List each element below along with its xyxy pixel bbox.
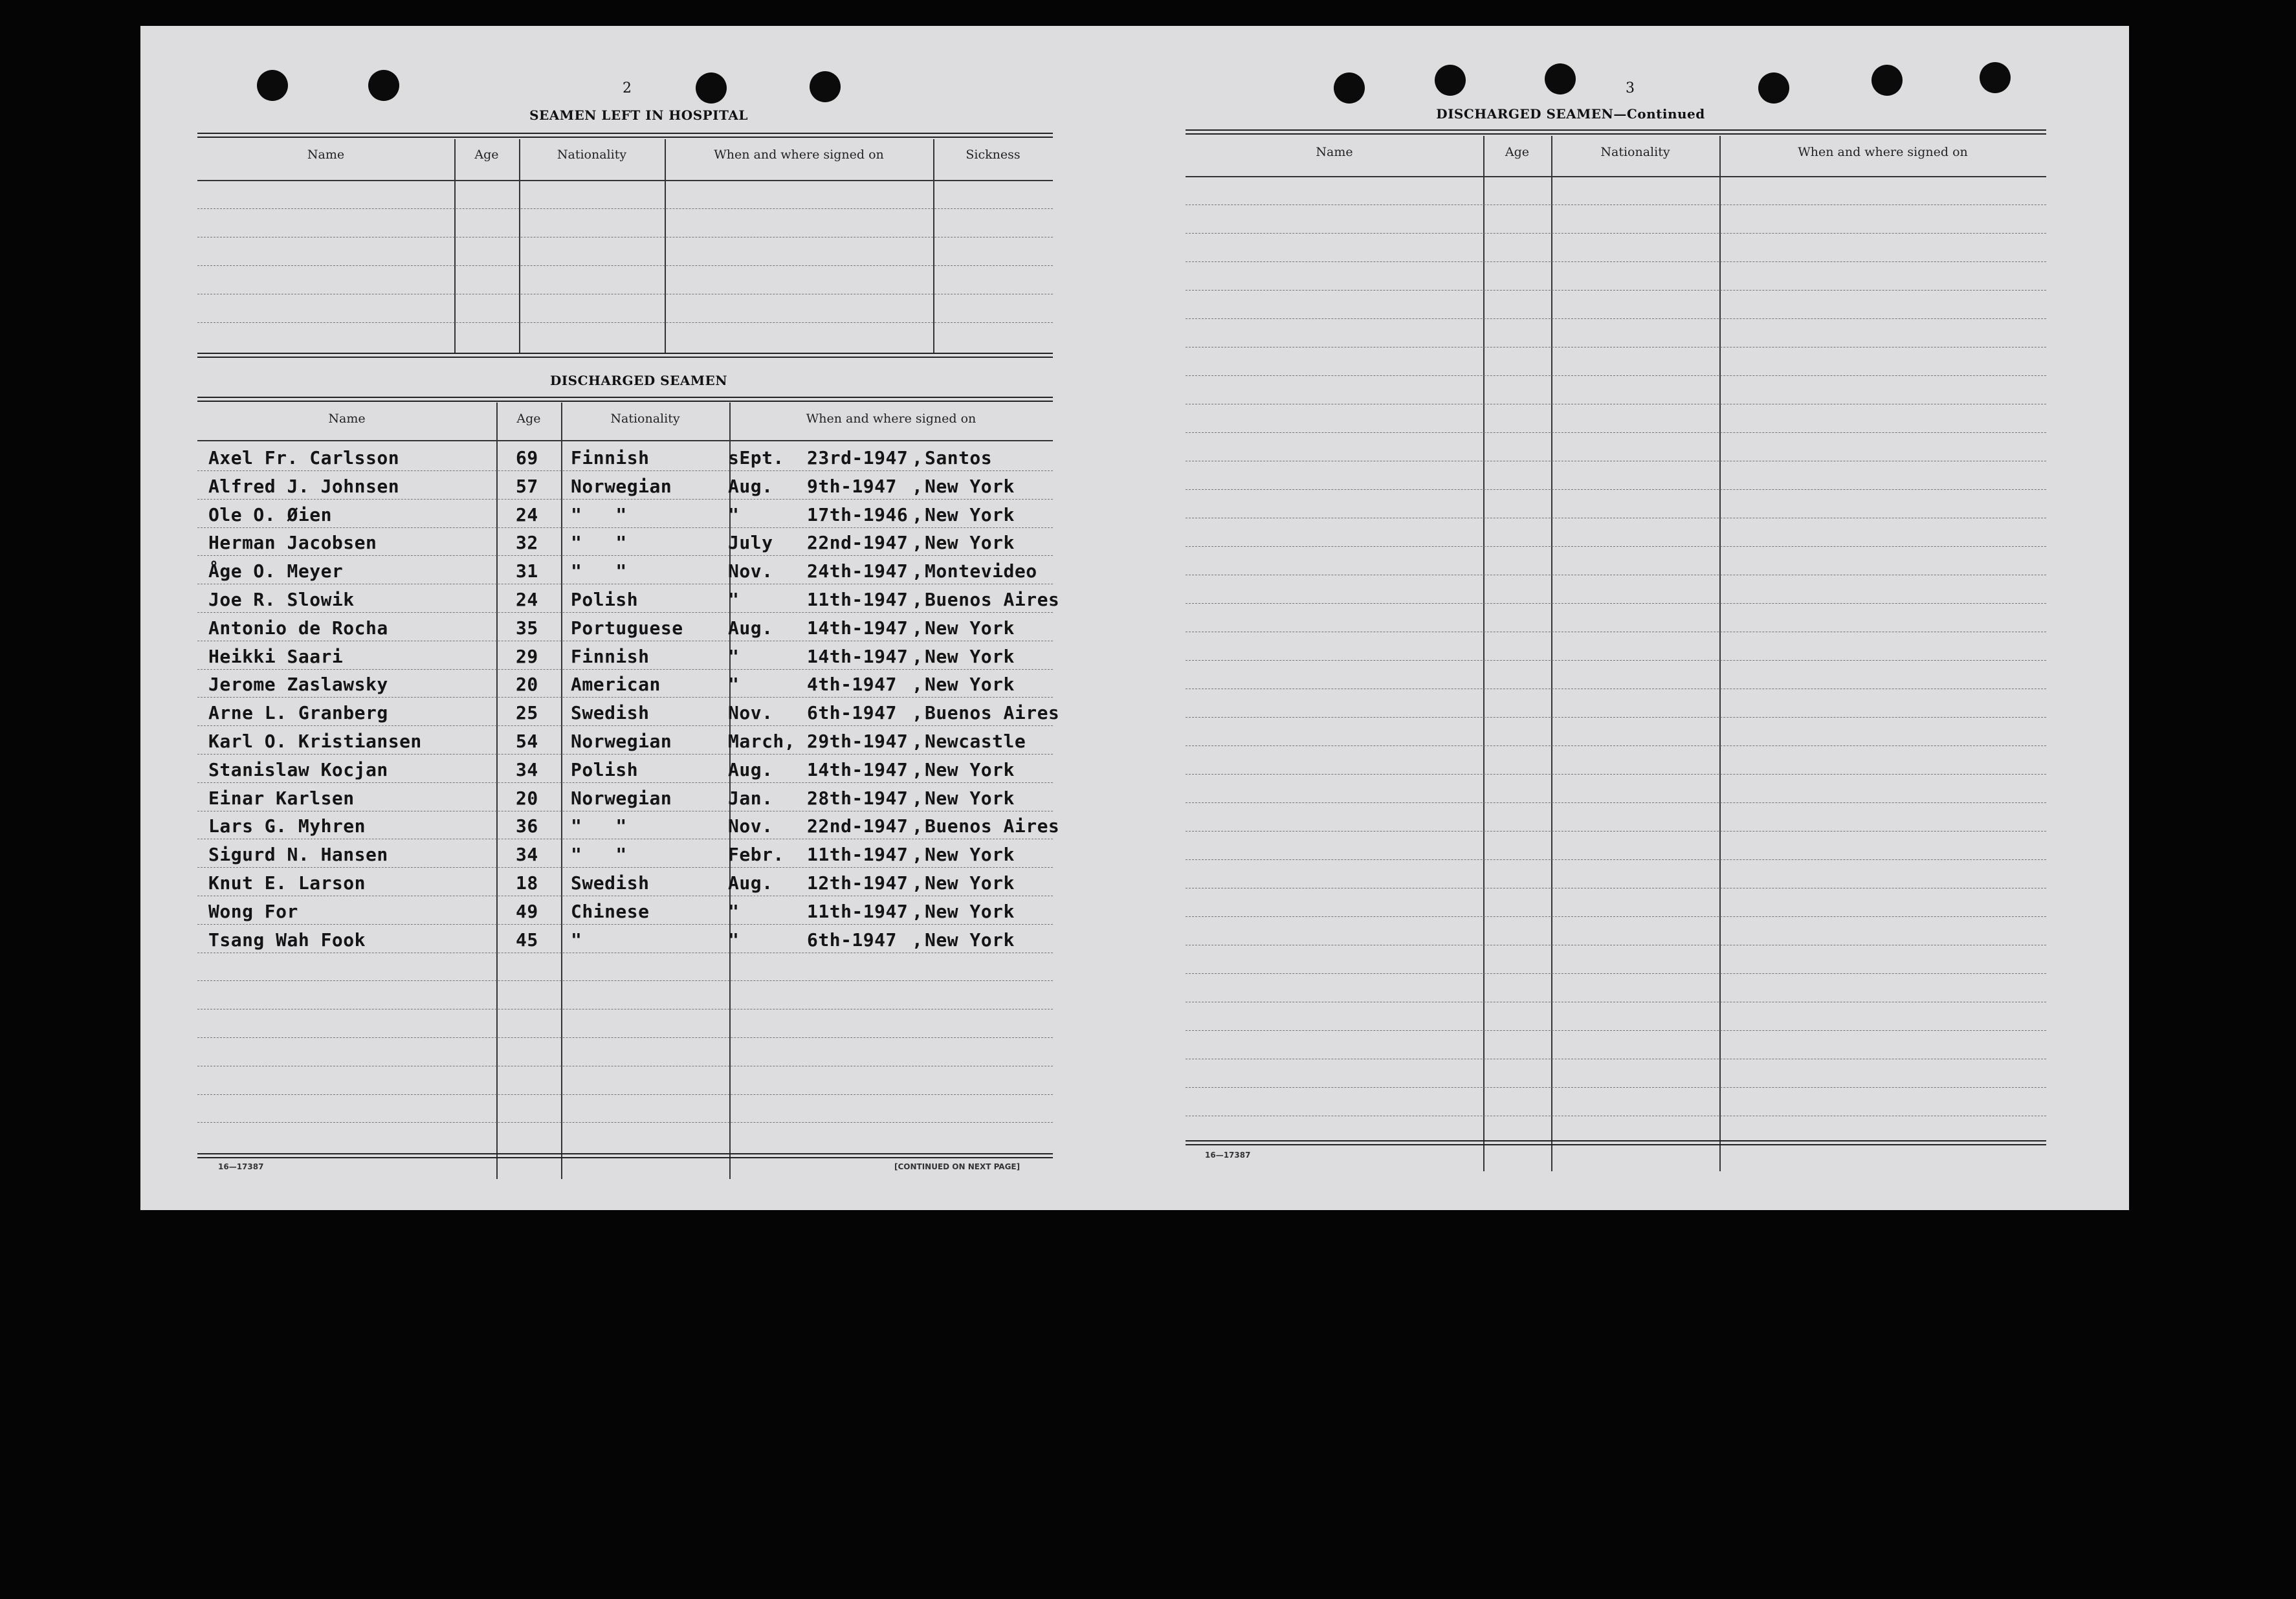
separator: , (912, 447, 923, 469)
separator: , (912, 815, 923, 837)
ruled-line (197, 1122, 1053, 1123)
signed-on-date: 29th-1947 (807, 731, 909, 752)
signed-on-date: 14th-1947 (807, 645, 909, 667)
signed-on-month: " (728, 900, 740, 922)
hospital-col-signed-on: When and where signed on (714, 148, 884, 162)
rule (496, 403, 498, 1179)
signed-on-month: Jan. (728, 787, 773, 809)
seaman-nationality: Norwegian (571, 787, 672, 809)
rule (1719, 136, 1721, 1171)
seaman-nationality: American (571, 674, 661, 696)
separator: , (912, 758, 923, 780)
seaman-name: Jerome Zaslawsky (208, 674, 388, 696)
continued-note: [CONTINUED ON NEXT PAGE] (894, 1162, 1021, 1171)
ruled-line (197, 499, 1053, 500)
ruled-line (1186, 204, 2046, 205)
signed-on-month: " (728, 674, 740, 696)
ruled-line (197, 867, 1053, 868)
signed-on-place: New York (925, 475, 1015, 497)
rule (197, 440, 1053, 441)
hospital-col-age: Age (474, 148, 499, 162)
ruled-line (1186, 290, 2046, 291)
seaman-name: Herman Jacobsen (208, 532, 377, 554)
seaman-age: 20 (516, 787, 538, 809)
separator: , (912, 645, 923, 667)
seaman-age: 36 (516, 815, 538, 837)
ruled-line (1186, 660, 2046, 661)
seaman-nationality: Norwegian (571, 731, 672, 752)
signed-on-month: " (728, 929, 740, 951)
signed-on-place: New York (925, 872, 1015, 894)
seaman-age: 24 (516, 503, 538, 525)
signed-on-place: New York (925, 844, 1015, 866)
rule (1483, 136, 1485, 1171)
ruled-line (1186, 546, 2046, 547)
seaman-age: 31 (516, 560, 538, 582)
page-number-right: 3 (1626, 80, 1635, 96)
seaman-age: 54 (516, 731, 538, 752)
seaman-name: Sigurd N. Hansen (208, 844, 388, 866)
ruled-line (1186, 1030, 2046, 1031)
document-sheet (140, 26, 2129, 1210)
signed-on-place: Montevideo (925, 560, 1037, 582)
separator: , (912, 674, 923, 696)
rule (1186, 129, 2046, 135)
ruled-line (197, 208, 1053, 209)
rule (1186, 1140, 2046, 1145)
seaman-name: Heikki Saari (208, 645, 344, 667)
separator: , (912, 787, 923, 809)
signed-on-date: 17th-1946 (807, 503, 909, 525)
seaman-age: 45 (516, 929, 538, 951)
signed-on-date: 23rd-1947 (807, 447, 909, 469)
signed-on-date: 11th-1947 (807, 844, 909, 866)
seaman-name: Antonio de Rocha (208, 617, 388, 639)
ruled-line (197, 754, 1053, 755)
ruled-line (1186, 432, 2046, 433)
discharged-col-signed-on: When and where signed on (806, 412, 977, 426)
ruled-line (197, 924, 1053, 925)
ruled-line (197, 1037, 1053, 1038)
discharged-col-name: Name (328, 412, 366, 426)
ruled-line (197, 612, 1053, 613)
seaman-age: 24 (516, 589, 538, 610)
seaman-name: Stanislaw Kocjan (208, 758, 388, 780)
ruled-line (1186, 831, 2046, 832)
signed-on-month: Aug. (728, 617, 773, 639)
rule (561, 403, 562, 1179)
ruled-line (197, 265, 1053, 266)
signed-on-place: New York (925, 787, 1015, 809)
seaman-age: 57 (516, 475, 538, 497)
seaman-age: 34 (516, 758, 538, 780)
seaman-name: Wong For (208, 900, 298, 922)
ruled-line (1186, 1087, 2046, 1088)
seaman-nationality: " " (571, 844, 627, 866)
rule (665, 139, 666, 353)
punch-hole (1980, 62, 2011, 93)
separator: , (912, 589, 923, 610)
ruled-line (1186, 745, 2046, 746)
seaman-age: 32 (516, 532, 538, 554)
seaman-age: 35 (516, 617, 538, 639)
seaman-age: 18 (516, 872, 538, 894)
ruled-line (1186, 489, 2046, 490)
rule (1551, 136, 1552, 1171)
seaman-age: 34 (516, 844, 538, 866)
ruled-line (1186, 802, 2046, 803)
ruled-line (197, 697, 1053, 698)
signed-on-place: New York (925, 617, 1015, 639)
hospital-col-nationality: Nationality (557, 148, 627, 162)
signed-on-month: sEpt. (728, 447, 784, 469)
rule (454, 139, 456, 353)
hospital-col-sickness: Sickness (966, 148, 1021, 162)
ruled-line (1186, 233, 2046, 234)
signed-on-date: 11th-1947 (807, 900, 909, 922)
right-col-signed-on: When and where signed on (1798, 145, 1968, 159)
punch-hole (368, 70, 399, 101)
seaman-name: Karl O. Kristiansen (208, 731, 422, 752)
seaman-name: Åge O. Meyer (208, 560, 344, 582)
ruled-line (197, 555, 1053, 556)
rule (519, 139, 520, 353)
signed-on-place: Buenos Aires (925, 589, 1060, 610)
separator: , (912, 872, 923, 894)
hospital-col-name: Name (307, 148, 345, 162)
right-col-nationality: Nationality (1600, 145, 1670, 159)
signed-on-date: 4th-1947 (807, 674, 897, 696)
signed-on-place: New York (925, 929, 1015, 951)
discharged-col-nationality: Nationality (610, 412, 680, 426)
ruled-line (197, 725, 1053, 726)
signed-on-month: Aug. (728, 758, 773, 780)
ruled-line (197, 669, 1053, 670)
punch-hole (1334, 72, 1365, 104)
rule (197, 1153, 1053, 1158)
page-number-left: 2 (623, 80, 632, 96)
seaman-nationality: " " (571, 532, 627, 554)
ruled-line (1186, 603, 2046, 604)
signed-on-date: 28th-1947 (807, 787, 909, 809)
seaman-name: Lars G. Myhren (208, 815, 366, 837)
seaman-name: Axel Fr. Carlsson (208, 447, 400, 469)
form-number-right: 16—17387 (1205, 1151, 1251, 1160)
separator: , (912, 929, 923, 951)
discharged-section-title: DISCHARGED SEAMEN (549, 373, 728, 388)
signed-on-month: Nov. (728, 560, 773, 582)
seaman-nationality: " " (571, 815, 627, 837)
signed-on-month: Nov. (728, 702, 773, 724)
separator: , (912, 617, 923, 639)
rule (197, 397, 1053, 402)
separator: , (912, 731, 923, 752)
signed-on-place: New York (925, 503, 1015, 525)
signed-on-date: 9th-1947 (807, 475, 897, 497)
seaman-nationality: Swedish (571, 872, 650, 894)
signed-on-month: " (728, 645, 740, 667)
seaman-nationality: Polish (571, 758, 639, 780)
separator: , (912, 560, 923, 582)
seaman-nationality: Portuguese (571, 617, 683, 639)
signed-on-date: 24th-1947 (807, 560, 909, 582)
separator: , (912, 475, 923, 497)
rule (197, 133, 1053, 138)
signed-on-place: New York (925, 674, 1015, 696)
signed-on-month: Febr. (728, 844, 784, 866)
signed-on-date: 12th-1947 (807, 872, 909, 894)
ruled-line (197, 470, 1053, 471)
signed-on-place: New York (925, 900, 1015, 922)
ruled-line (1186, 375, 2046, 376)
signed-on-month: Nov. (728, 815, 773, 837)
ruled-line (1186, 261, 2046, 262)
separator: , (912, 702, 923, 724)
ruled-line (197, 322, 1053, 323)
signed-on-month: Aug. (728, 475, 773, 497)
seaman-age: 25 (516, 702, 538, 724)
signed-on-month: " (728, 503, 740, 525)
seaman-nationality: " " (571, 560, 627, 582)
seaman-name: Ole O. Øien (208, 503, 332, 525)
punch-hole (696, 72, 727, 104)
right-col-age: Age (1505, 145, 1530, 159)
signed-on-date: 11th-1947 (807, 589, 909, 610)
rule (1186, 176, 2046, 177)
ruled-line (1186, 916, 2046, 917)
punch-hole (1871, 65, 1903, 96)
signed-on-date: 14th-1947 (807, 617, 909, 639)
signed-on-date: 22nd-1947 (807, 815, 909, 837)
seaman-age: 20 (516, 674, 538, 696)
seaman-name: Tsang Wah Fook (208, 929, 366, 951)
signed-on-month: Aug. (728, 872, 773, 894)
ruled-line (1186, 973, 2046, 974)
seaman-name: Knut E. Larson (208, 872, 366, 894)
signed-on-date: 14th-1947 (807, 758, 909, 780)
hospital-section-title: SEAMEN LEFT IN HOSPITAL (529, 107, 748, 123)
seaman-name: Einar Karlsen (208, 787, 355, 809)
seaman-name: Arne L. Granberg (208, 702, 388, 724)
punch-hole (1435, 65, 1466, 96)
separator: , (912, 844, 923, 866)
rule (197, 180, 1053, 181)
seaman-nationality: Chinese (571, 900, 650, 922)
rule (197, 353, 1053, 358)
seaman-name: Alfred J. Johnsen (208, 475, 400, 497)
seaman-name: Joe R. Slowik (208, 589, 355, 610)
punch-hole (1545, 63, 1576, 94)
signed-on-place: Buenos Aires (925, 815, 1060, 837)
discharged-col-age: Age (516, 412, 541, 426)
punch-hole (1758, 72, 1789, 104)
signed-on-place: New York (925, 532, 1015, 554)
seaman-age: 29 (516, 645, 538, 667)
seaman-nationality: " " (571, 503, 627, 525)
ruled-line (197, 527, 1053, 528)
signed-on-date: 6th-1947 (807, 929, 897, 951)
seaman-nationality: Swedish (571, 702, 650, 724)
form-number-left: 16—17387 (218, 1162, 264, 1171)
ruled-line (1186, 717, 2046, 718)
ruled-line (1186, 318, 2046, 319)
seaman-nationality: Finnish (571, 447, 650, 469)
signed-on-date: 6th-1947 (807, 702, 897, 724)
signed-on-date: 22nd-1947 (807, 532, 909, 554)
seaman-nationality: Norwegian (571, 475, 672, 497)
seaman-nationality: Polish (571, 589, 639, 610)
punch-hole (257, 70, 288, 101)
ruled-line (197, 782, 1053, 783)
signed-on-month: March, (728, 731, 796, 752)
separator: , (912, 532, 923, 554)
ruled-line (197, 980, 1053, 981)
signed-on-place: New York (925, 645, 1015, 667)
signed-on-place: New York (925, 758, 1015, 780)
seaman-nationality: " (571, 929, 582, 951)
signed-on-place: Buenos Aires (925, 702, 1060, 724)
right-section-title: DISCHARGED SEAMEN—Continued (1436, 106, 1705, 122)
signed-on-place: Santos (925, 447, 993, 469)
rule (933, 139, 934, 353)
seaman-nationality: Finnish (571, 645, 650, 667)
signed-on-place: Newcastle (925, 731, 1026, 752)
right-col-name: Name (1316, 145, 1353, 159)
punch-hole (810, 71, 841, 102)
ruled-line (1186, 774, 2046, 775)
seaman-age: 49 (516, 900, 538, 922)
separator: , (912, 900, 923, 922)
signed-on-month: July (728, 532, 773, 554)
ruled-line (1186, 859, 2046, 860)
seaman-age: 69 (516, 447, 538, 469)
separator: , (912, 503, 923, 525)
signed-on-month: " (728, 589, 740, 610)
ruled-line (197, 1094, 1053, 1095)
